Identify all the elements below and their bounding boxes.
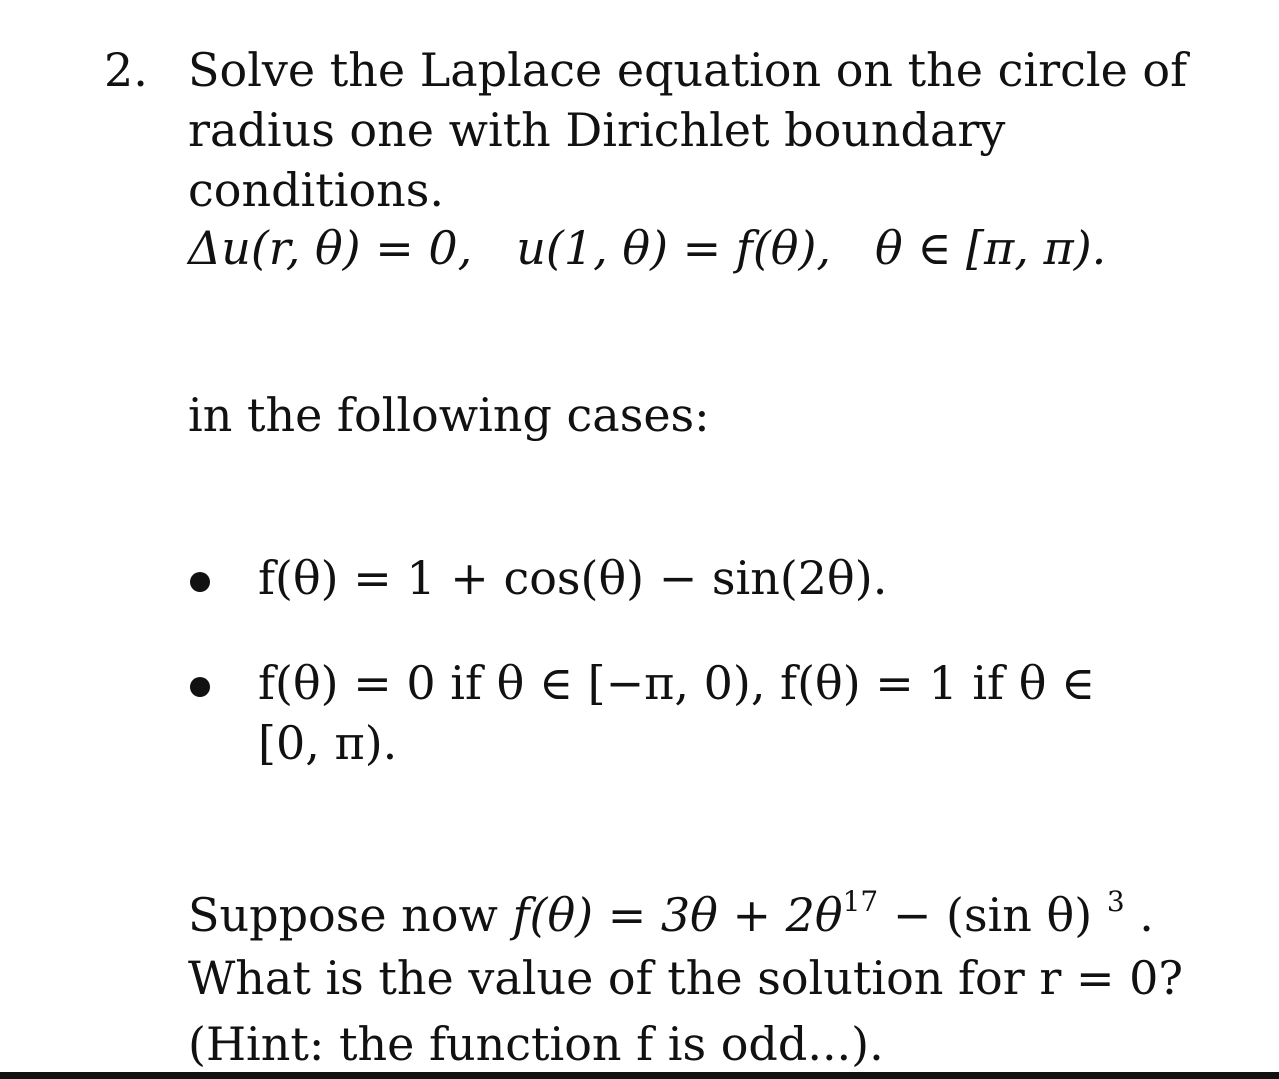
suppose-cube: 3 xyxy=(1106,885,1125,918)
suppose-line-1 xyxy=(188,885,1154,945)
suppose-line-3: (Hint: the function f is odd...). xyxy=(188,1017,884,1071)
problem-number: 2. xyxy=(104,43,148,97)
intro-line-2: radius one with Dirichlet boundary xyxy=(188,103,1006,157)
bullet-2 xyxy=(190,677,210,697)
intro-line-3: conditions. xyxy=(188,163,444,217)
suppose-exponent: 17 xyxy=(842,885,879,918)
equation-domain: θ ∈ [π, π). xyxy=(875,221,1107,275)
equation-laplace: Δu(r, θ) = 0, xyxy=(188,221,473,275)
intro-line-1: Solve the Laplace equation on the circle of xyxy=(188,43,1188,97)
suppose-period: . xyxy=(1124,888,1154,942)
laplace-equation xyxy=(188,218,1106,278)
bullet-1 xyxy=(190,572,210,592)
case-2-line-2: [0, π). xyxy=(258,716,398,770)
case-1-line-1: f(θ) = 1 + cos(θ) − sin(2θ). xyxy=(258,551,888,605)
cases-intro: in the following cases: xyxy=(188,388,710,442)
suppose-line-2: What is the value of the solution for r = 0? xyxy=(188,951,1184,1005)
suppose-tail: − (sin θ) xyxy=(878,888,1107,942)
suppose-prefix: Suppose now xyxy=(188,888,513,942)
suppose-function: f(θ) = 3θ + 2θ xyxy=(512,888,843,942)
bottom-border xyxy=(0,1072,1279,1079)
equation-boundary: u(1, θ) = f(θ), xyxy=(516,221,832,275)
case-2-line-1: f(θ) = 0 if θ ∈ [−π, 0), f(θ) = 1 if θ ∈ xyxy=(258,656,1096,710)
